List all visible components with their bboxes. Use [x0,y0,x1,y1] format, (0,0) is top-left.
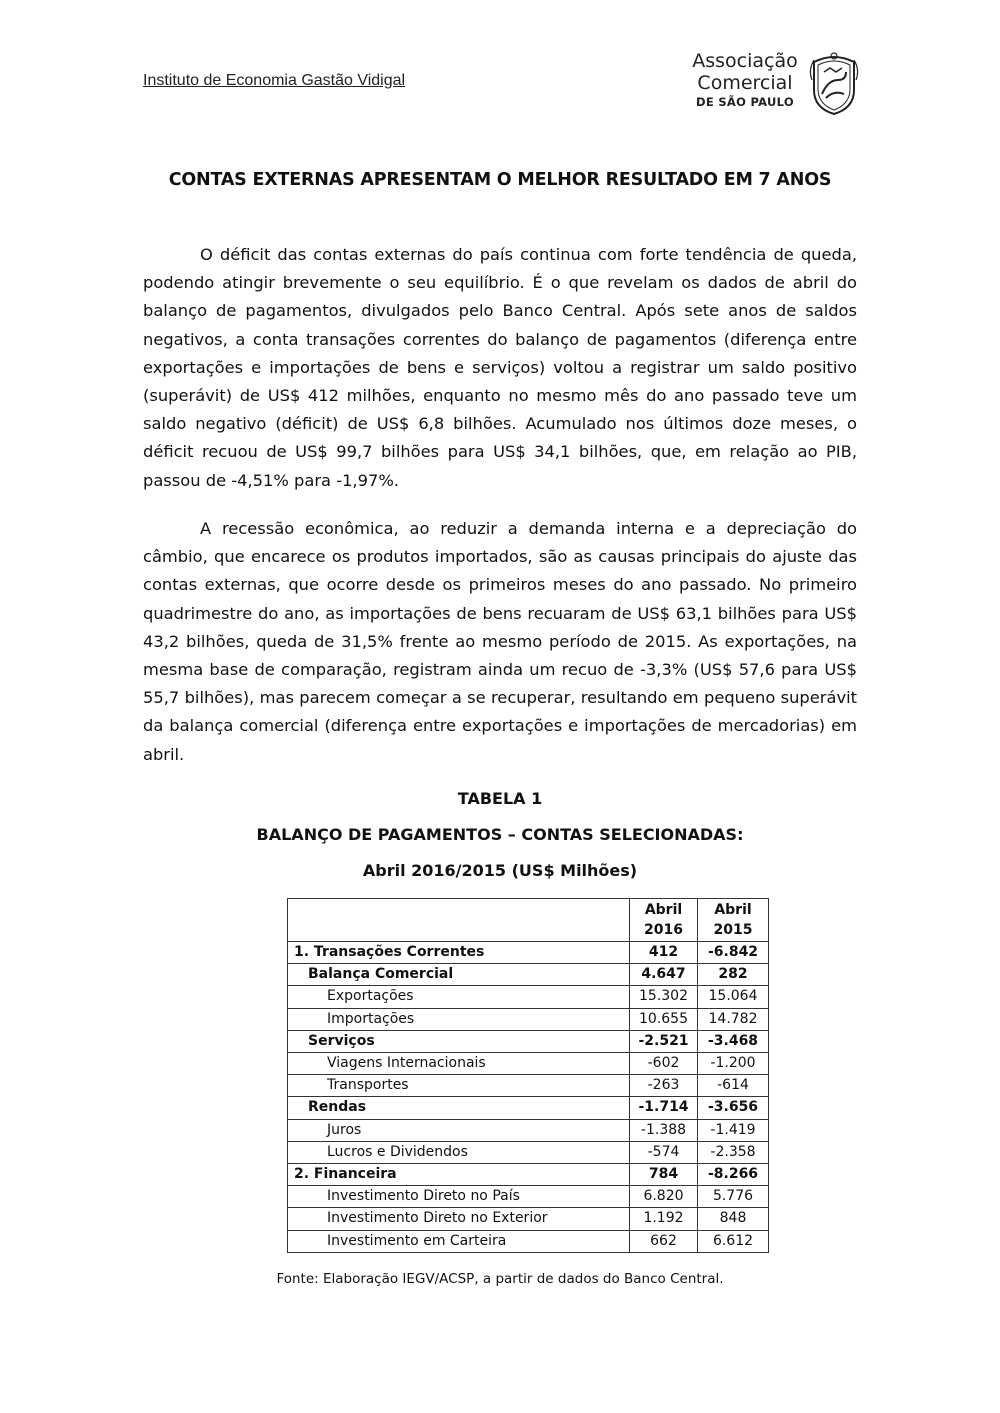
row-label: Juros [288,1119,630,1141]
logo-line-2: Comercial [697,72,793,94]
value-2016: -574 [630,1141,698,1163]
table-row [288,1008,769,1030]
balance-of-payments-table [287,898,769,1253]
table-row [288,964,769,986]
header-2015-year: 2015 [713,922,753,938]
value-2016: 15.302 [630,986,698,1008]
table-row [288,1230,769,1252]
value-2016: -602 [630,1053,698,1075]
row-label: Viagens Internacionais [288,1053,630,1075]
institute-name: Instituto de Economia Gastão Vidigal [143,72,406,89]
row-label: Investimento Direto no Exterior [288,1208,630,1230]
row-label: Transportes [288,1075,630,1097]
document-title: CONTAS EXTERNAS APRESENTAM O MELHOR RESULTADO EM 7 ANOS [168,170,832,190]
value-2015: 15.064 [698,986,769,1008]
table-row [288,1208,769,1230]
value-2015: -1.419 [698,1119,769,1141]
row-label: Investimento Direto no País [288,1186,630,1208]
value-2015: -2.358 [698,1141,769,1163]
table-header-row [288,899,769,942]
row-label: Lucros e Dividendos [288,1141,630,1163]
value-2016: 4.647 [630,964,698,986]
table-row [288,986,769,1008]
acsp-seal-icon [808,50,860,116]
row-label: 2. Financeira [288,1164,630,1186]
table-caption-number: TABELA 1 [457,789,543,808]
table-row [288,1097,769,1119]
table-caption-title: BALANÇO DE PAGAMENTOS – CONTAS SELECIONADAS: [256,825,744,844]
table-row [288,1141,769,1163]
header-blank-cell [288,899,630,942]
row-label: Investimento em Carteira [288,1230,630,1252]
header-2016-month: Abril [644,902,683,918]
value-2015: 848 [698,1208,769,1230]
logo-line-1: Associação [692,50,798,72]
header-april-2015 [698,899,769,942]
value-2016: 6.820 [630,1186,698,1208]
table-row [288,1186,769,1208]
table-row [288,1075,769,1097]
row-label: Rendas [288,1097,630,1119]
row-label: Serviços [288,1030,630,1052]
row-label: Exportações [288,986,630,1008]
table-row [288,1030,769,1052]
value-2016: -263 [630,1075,698,1097]
value-2016: -1.388 [630,1119,698,1141]
table-row [288,1164,769,1186]
value-2015: 14.782 [698,1008,769,1030]
value-2015: -6.842 [698,942,769,964]
table-row [288,1053,769,1075]
value-2015: 6.612 [698,1230,769,1252]
table-row [288,1119,769,1141]
row-label: Importações [288,1008,630,1030]
acsp-logo [686,50,866,116]
paragraph-2: A recessão econômica, ao reduzir a demanda interna e a depreciação do câmbio, que encarece os produtos importados, são as causas principais do ajuste das contas externas, que ocorre desde os primeiros meses do ano passado. No primeiro quadrimestre do ano, as importações de bens recuaram de US$ 63,1 bilhões para US$ 43,2 bilhões, queda de 31,5% frente ao mesmo período de 2015. As exportações, na mesma base de comparação, registram ainda um recuo de -3,3% (US$ 57,6 para US$ 55,7 bilhões), mas parecem começar a se recuperar, resultando em pequeno superávit da balança comercial (diferença entre exportações e importações de mercadorias) em abril. [143,519,857,764]
value-2016: -1.714 [630,1097,698,1119]
value-2016: 412 [630,942,698,964]
logo-line-3: DE SÃO PAULO [696,95,794,109]
value-2015: 282 [698,964,769,986]
row-label: Balança Comercial [288,964,630,986]
logo-text [686,50,804,110]
value-2015: -614 [698,1075,769,1097]
value-2015: -8.266 [698,1164,769,1186]
row-label: 1. Transações Correntes [288,942,630,964]
header-april-2016 [630,899,698,942]
value-2016: 784 [630,1164,698,1186]
value-2015: -3.468 [698,1030,769,1052]
paragraph-1: O déficit das contas externas do país continua com forte tendência de queda, podendo atingir brevemente o seu equilíbrio. É o que revelam os dados de abril do balanço de pagamentos, divulgados pelo Banco Central. Após sete anos de saldos negativos, a conta transações correntes do balanço de pagamentos (diferença entre exportações e importações de bens e serviços) voltou a registrar um saldo positivo (superávit) de US$ 412 milhões, enquanto no mesmo mês do ano passado teve um saldo negativo (déficit) de US$ 6,8 bilhões. Acumulado nos últimos doze meses, o déficit recuou de US$ 99,7 bilhões para US$ 34,1 bilhões, que, em relação ao PIB, passou de -4,51% para -1,97%. [143,245,857,490]
value-2015: -1.200 [698,1053,769,1075]
value-2016: 1.192 [630,1208,698,1230]
table-source-note: Fonte: Elaboração IEGV/ACSP, a partir de dados do Banco Central. [276,1271,724,1287]
value-2016: 662 [630,1230,698,1252]
header-2015-month: Abril [714,902,752,918]
value-2016: -2.521 [630,1030,698,1052]
table-row [288,942,769,964]
header-2016-year: 2016 [644,922,683,938]
value-2016: 10.655 [630,1008,698,1030]
value-2015: 5.776 [698,1186,769,1208]
value-2015: -3.656 [698,1097,769,1119]
table-caption-period: Abril 2016/2015 (US$ Milhões) [362,861,638,880]
